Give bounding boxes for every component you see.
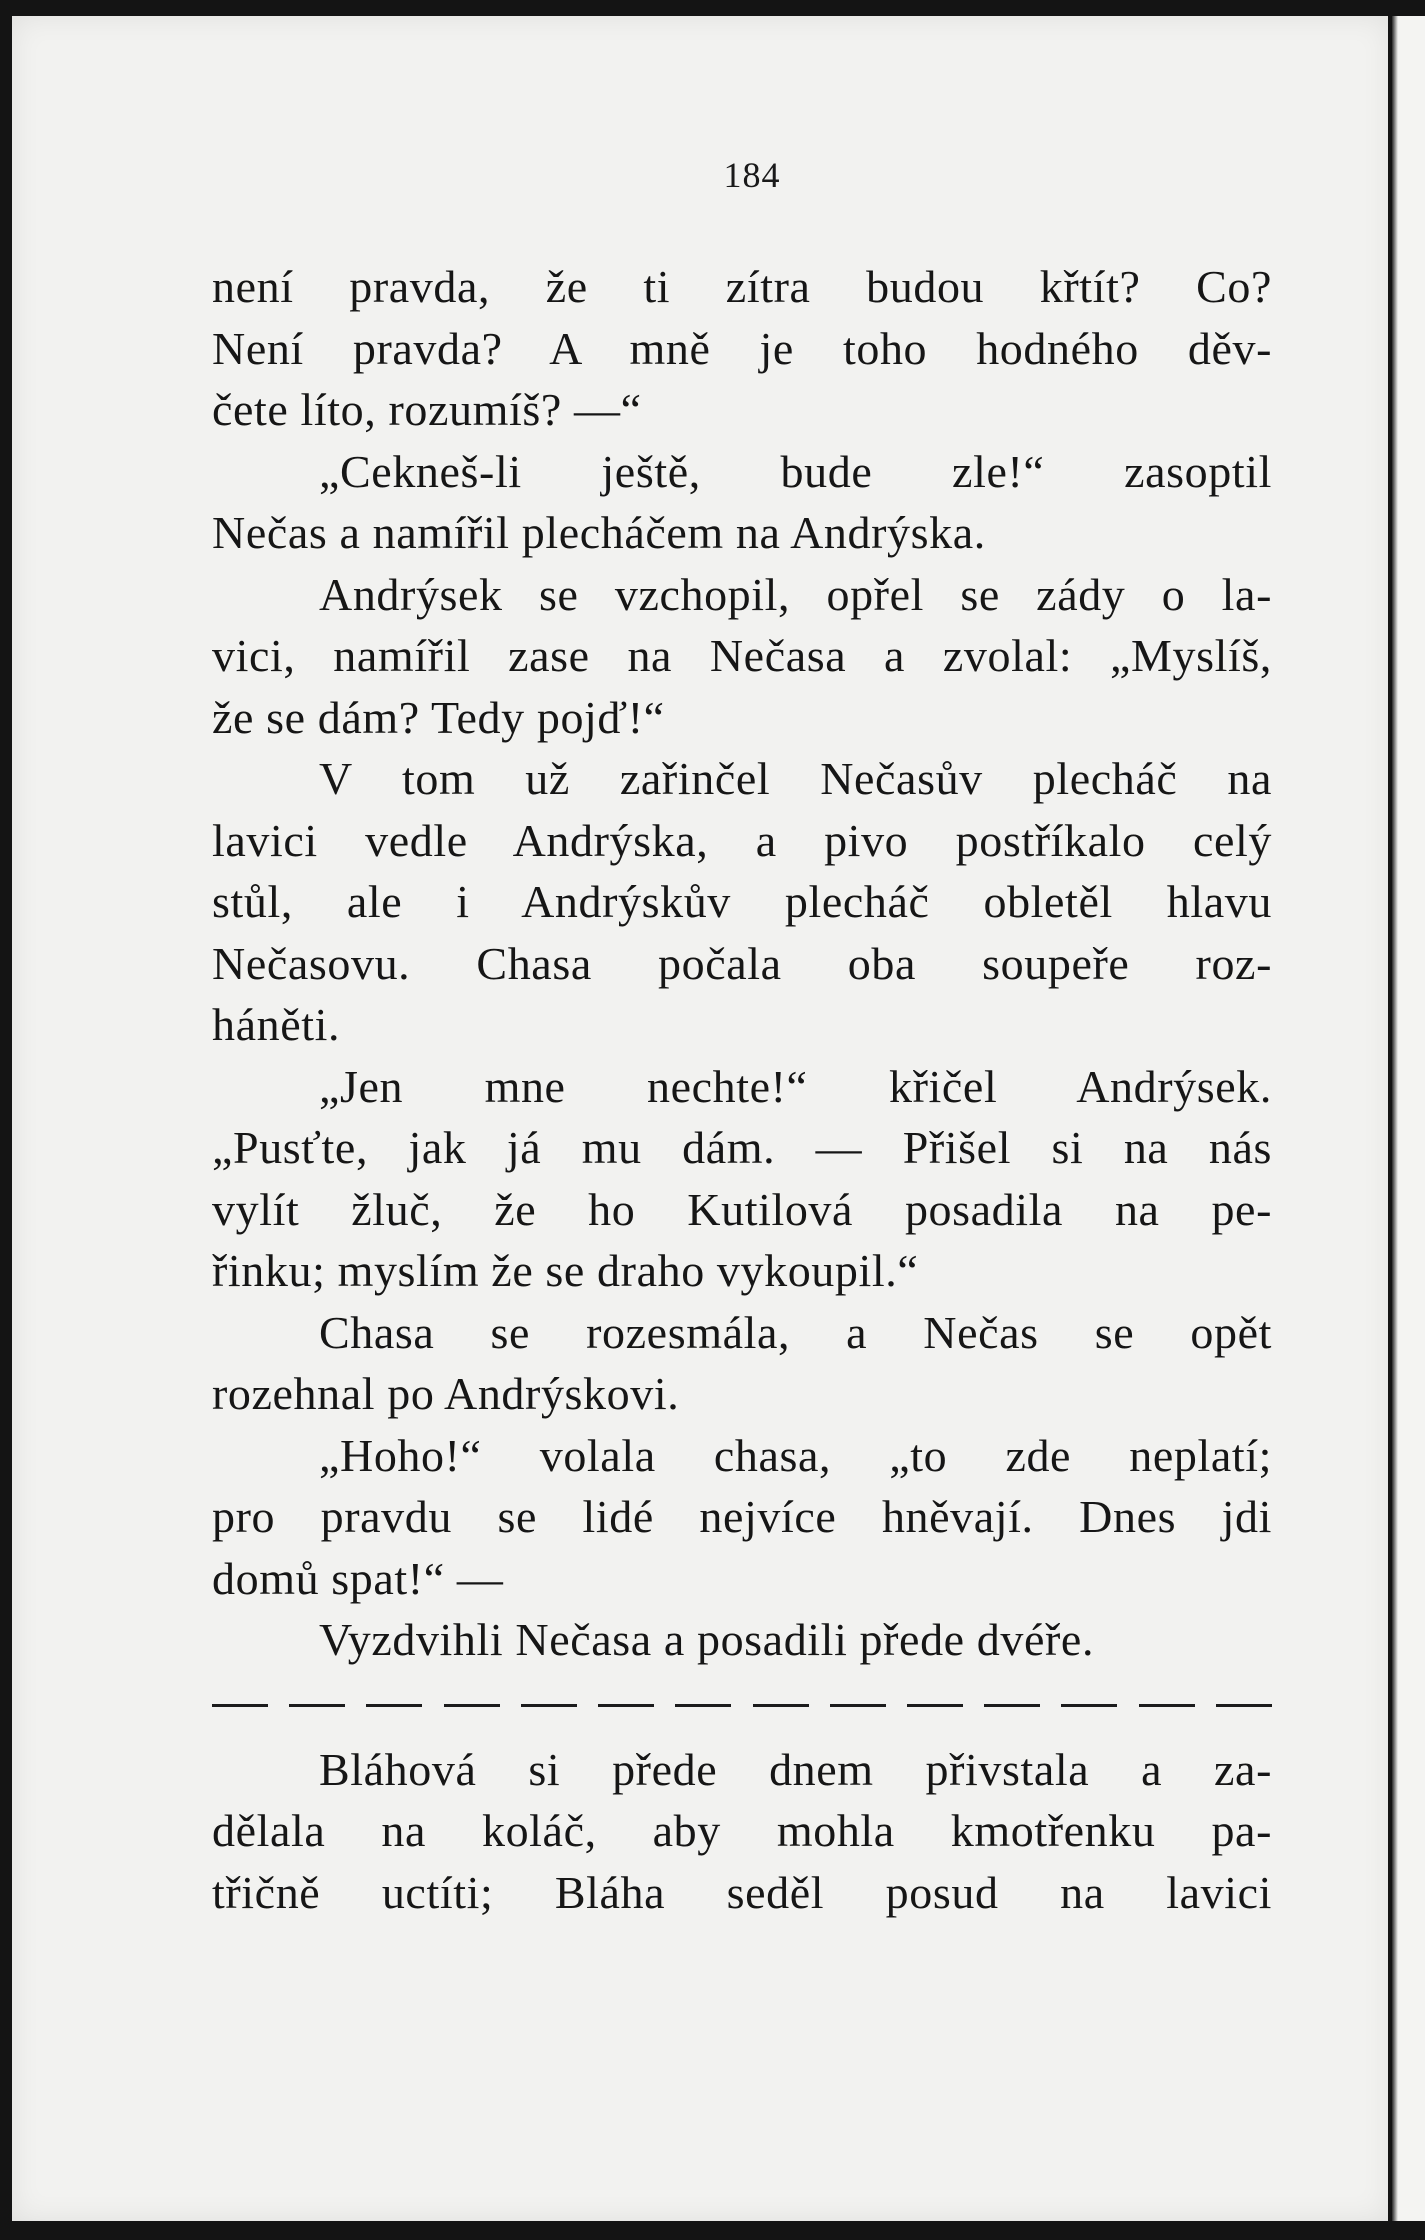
text-line: pro pravdu se lidé nejvíce hněvají. Dnes jdi [212, 1491, 1272, 1542]
divider-dash [1061, 1704, 1117, 1707]
text-line: vici, namířil zase na Nečasa a zvolal: „Myslíš, [212, 630, 1272, 681]
facing-page-edge [1392, 16, 1425, 2221]
text-line: že se dám? Tedy pojď!“ [212, 691, 665, 743]
text-line: Vyzdvihli Nečasa a posadili přede dvéře. [319, 1614, 1095, 1665]
page-number: 184 [723, 155, 781, 195]
text-line: třičně uctíti; Bláha seděl posud na lavici [212, 1866, 1272, 1918]
divider-dash [212, 1704, 268, 1707]
text-line: Bláhová si přede dnem přivstala a za- [319, 1743, 1272, 1795]
text-line: dělala na koláč, aby mohla kmotřenku pa- [212, 1805, 1272, 1856]
text-line: „Jen mne nechte!“ křičel Andrýsek. [319, 1060, 1272, 1112]
text-line: není pravda, že ti zítra budou křtít? Co? [212, 261, 1272, 312]
text-line: čete líto, rozumíš? —“ [212, 384, 642, 435]
text-line: Nečasovu. Chasa počala oba soupeře roz- [212, 937, 1272, 989]
divider-dash [366, 1704, 422, 1707]
divider-dash [521, 1704, 577, 1707]
divider-dash [444, 1704, 500, 1707]
text-line: Není pravda? A mně je toho hodného děv- [212, 322, 1272, 374]
body-text [212, 256, 1272, 1923]
divider-dash [1139, 1704, 1195, 1707]
text-line: Andrýsek se vzchopil, opřel se zády o la- [319, 568, 1272, 620]
text-line: vylít žluč, že ho Kutilová posadila na pe- [212, 1183, 1272, 1235]
divider-dash [907, 1704, 963, 1707]
divider-dash [598, 1704, 654, 1707]
text-line: háněti. [212, 999, 341, 1050]
divider-dash [289, 1704, 345, 1707]
text-line: Chasa se rozesmála, a Nečas se opět [319, 1306, 1272, 1358]
text-line: domů spat!“ — [212, 1552, 504, 1604]
text-section-2 [212, 1739, 1272, 1924]
text-line: řinku; myslím že se draho vykoupil.“ [212, 1245, 919, 1296]
text-line: rozehnal po Andrýskovi. [212, 1368, 680, 1419]
section-divider [212, 1691, 1272, 1721]
divider-dash [753, 1704, 809, 1707]
text-line: Nečas a namířil plecháčem na Andrýska. [212, 507, 986, 558]
text-line: lavici vedle Andrýska, a pivo postříkalo celý [212, 814, 1272, 866]
divider-dash [830, 1704, 886, 1707]
divider-dash [675, 1704, 731, 1707]
text-section-1 [212, 256, 1272, 1671]
divider-dash [984, 1704, 1040, 1707]
text-line: V tom už zařinčel Nečasův plecháč na [319, 753, 1272, 804]
text-line: „Pusťte, jak já mu dám. — Přišel si na nás [212, 1122, 1272, 1173]
text-line: „Hoho!“ volala chasa, „to zde neplatí; [319, 1429, 1272, 1481]
text-line: „Cekneš-li ještě, bude zle!“ zasoptil [319, 445, 1272, 497]
text-line: stůl, ale i Andrýskův plecháč obletěl hlavu [212, 876, 1272, 927]
book-page [12, 16, 1390, 2221]
divider-dash [1216, 1704, 1272, 1707]
